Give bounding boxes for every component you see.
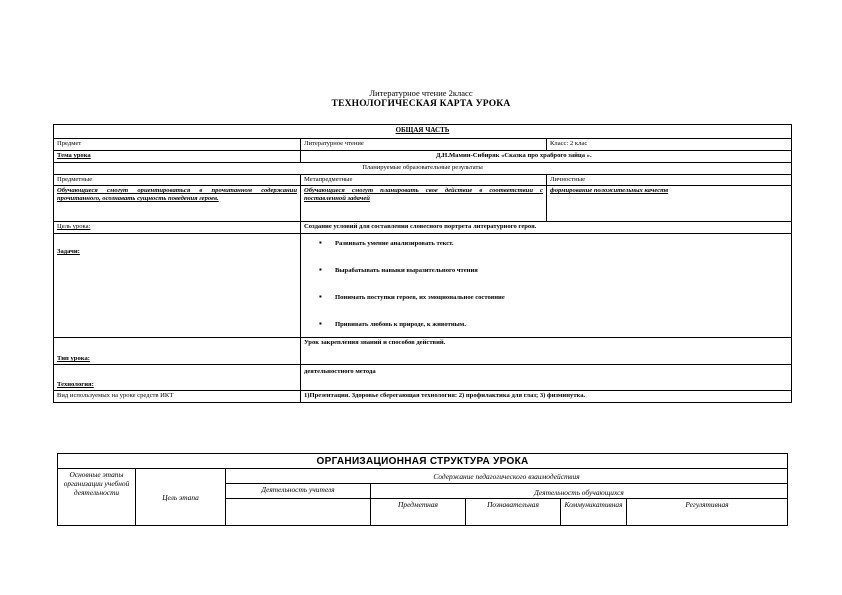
tasks-cell [301, 234, 792, 338]
subject-value: Литературное чтение [301, 139, 547, 151]
task-item: ▪ Прививать любовь к природе, к животным. [335, 321, 791, 329]
col-students: Деятельность обучающихся [371, 484, 788, 499]
results-title: Планируемые образовательные результаты [54, 163, 792, 175]
task-item: ▪ Развивать умение анализировать текст. [335, 240, 791, 248]
lesson-type-value: Урок закрепления знаний и способов действий. [301, 338, 792, 365]
meta-results: Обучающиеся смогут планировать свое действие в соответствии с поставленной задачей [301, 186, 547, 222]
results-col-personal: Личностные [547, 175, 792, 186]
ict-label: Вид используемых на уроке средств ИКТ [54, 391, 301, 403]
document-title: ТЕХНОЛОГИЧЕСКАЯ КАРТА УРОКА [331, 99, 511, 109]
general-section-title: ОБЩАЯ ЧАСТЬ [54, 125, 792, 139]
goal-value: Создание условий для составления словесного портрета литературного героя. [301, 222, 792, 234]
tasks-list [301, 240, 791, 329]
task-item: ▪ Понимать поступки героев, их эмоциональное состояние [335, 294, 791, 302]
col-teacher-empty [226, 499, 371, 526]
col-teacher: Деятельность учителя [226, 484, 371, 499]
task-item: ▪ Вырабатывать навыки выразительного чтения [335, 267, 791, 275]
class-value: Класс: 2 клас [547, 139, 792, 151]
col-cognitive: Познавательная [466, 499, 561, 526]
ict-value: 1)Презентация. Здоровье сберегающая технология: 2) профилактика для глаз; 3) физминутка. [301, 391, 792, 403]
tasks-label: Задачи: [54, 234, 301, 338]
col-communicative: Коммуникативная [561, 499, 627, 526]
col-regulative: Регулятивная [627, 499, 788, 526]
lesson-type-label: Тип урока: [54, 338, 301, 365]
col-content: Содержание педагогического взаимодействия [226, 469, 788, 484]
results-col-subject: Предметные [54, 175, 301, 186]
col-stages: Основные этапы организации учебной деятельности [58, 469, 136, 526]
col-subject: Предметная [371, 499, 466, 526]
technology-label: Технология: [54, 365, 301, 391]
subject-line: Литературное чтение 2класс [369, 88, 473, 98]
col-goal: Цель этапа [136, 469, 226, 526]
structure-title: ОРГАНИЗАЦИОННАЯ СТРУКТУРА УРОКА [58, 454, 788, 469]
general-part-table [53, 124, 792, 403]
personal-results: формирование положительных качеств [547, 186, 792, 222]
topic-label: Тема урока [54, 151, 301, 163]
topic-value: Д.Н.Мамин-Сибиряк «Сказка про храброго зайца ». [301, 151, 792, 163]
results-col-meta: Метапредметные [301, 175, 547, 186]
subject-results: Обучающиеся смогут ориентироваться в прочитанном содержании прочитанного, осознавать сущность поведения героев. [54, 186, 301, 222]
document-header [0, 88, 842, 110]
organizational-structure-table [57, 453, 788, 526]
subject-label: Предмет [54, 139, 301, 151]
goal-label: Цель урока: [54, 222, 301, 234]
technology-value: деятельностного метода [301, 365, 792, 391]
